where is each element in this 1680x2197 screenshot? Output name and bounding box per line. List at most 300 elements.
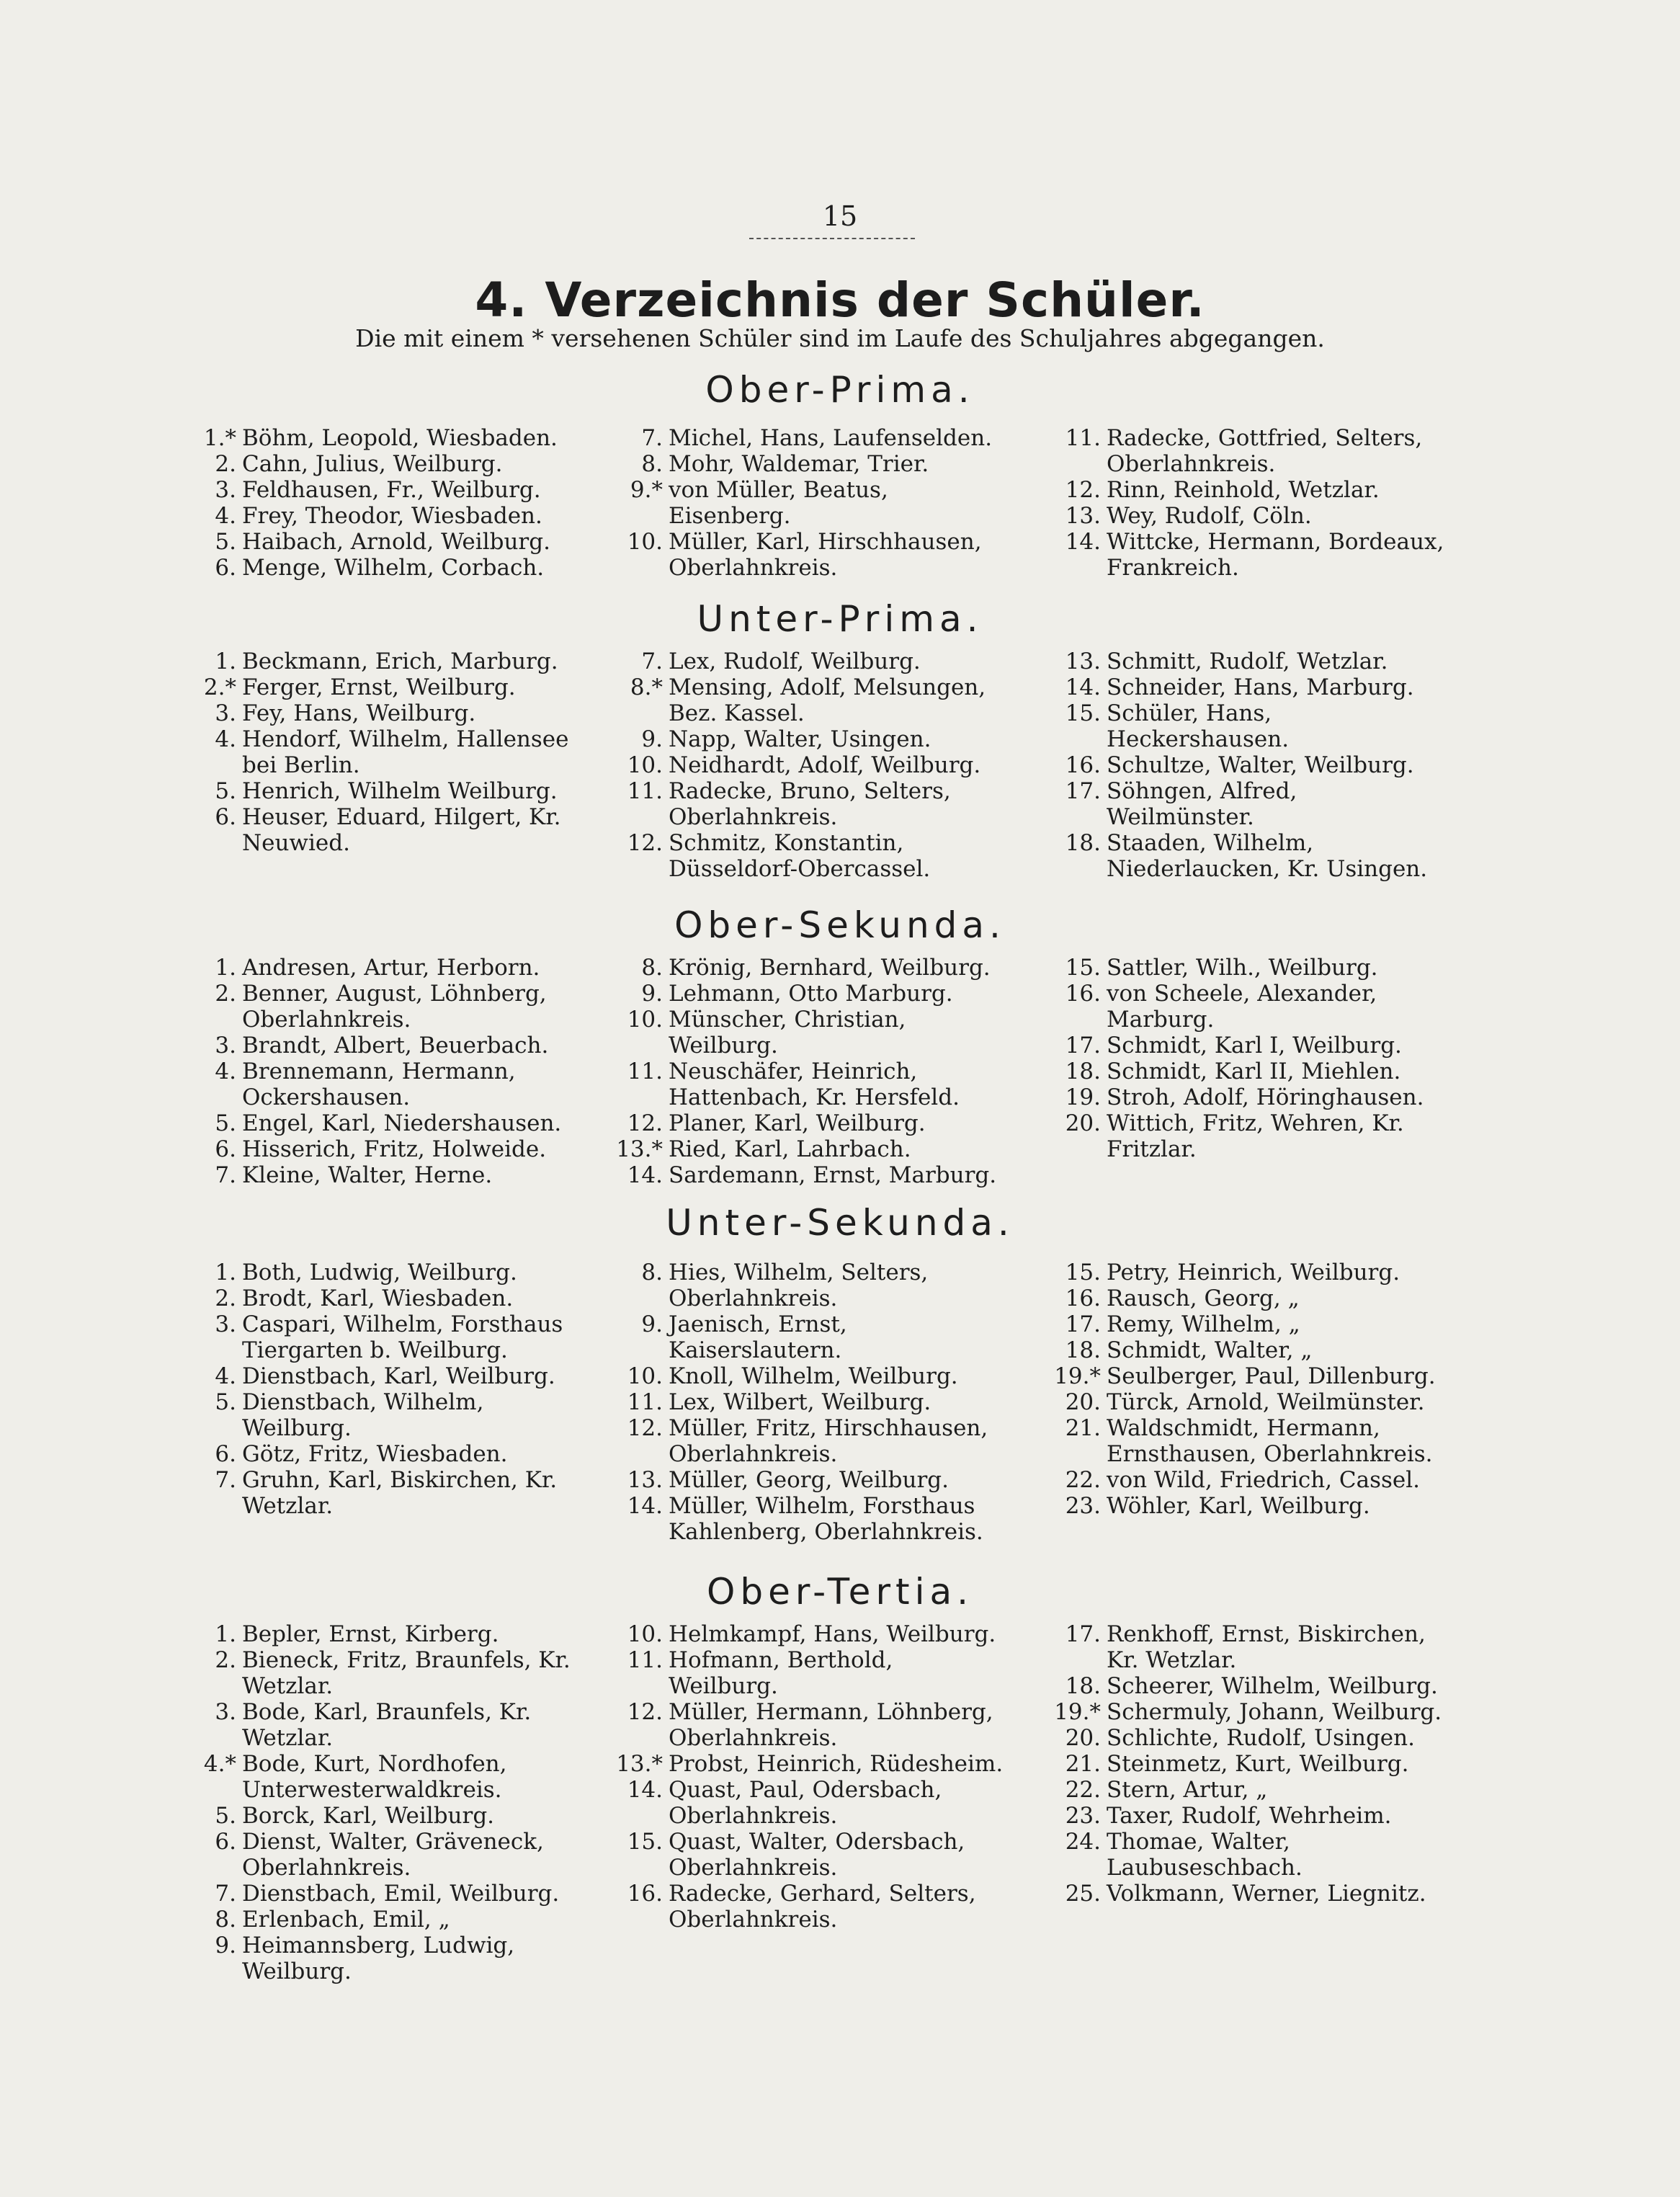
student-number: 16. (1065, 1285, 1101, 1311)
student-number: 18. (1065, 1673, 1101, 1699)
student-name: Benner, August, Löhnberg, Oberlahnkreis. (242, 981, 547, 1033)
student-number: 16. (627, 1881, 663, 1907)
student-name: Münscher, Christian, Weilburg. (669, 1007, 906, 1059)
student-number: 16. (1065, 752, 1101, 778)
student-entry (605, 1260, 1009, 1311)
student-entry (179, 1907, 582, 1933)
student-name: Mohr, Waldemar, Trier. (669, 451, 929, 477)
student-number: 4. (215, 1059, 236, 1084)
student-name: Stroh, Adolf, Höringhausen. (1107, 1084, 1424, 1110)
student-entry (1043, 674, 1447, 700)
student-entry (179, 451, 582, 477)
student-number: 17. (1065, 778, 1101, 804)
student-name: Michel, Hans, Laufenselden. (669, 425, 993, 451)
student-name: Müller, Georg, Weilburg. (669, 1467, 949, 1493)
student-number: 7. (641, 649, 663, 674)
student-number: 1. (215, 1260, 236, 1285)
student-entry (179, 1467, 582, 1519)
student-number: 17. (1065, 1621, 1101, 1647)
student-name: Renkhoff, Ernst, Biskirchen, Kr. Wetzlar. (1107, 1621, 1426, 1673)
student-entry (1043, 1285, 1447, 1311)
student-name: Müller, Karl, Hirschhausen, Oberlahnkreis. (669, 529, 982, 581)
student-number: 17. (1065, 1033, 1101, 1059)
student-number: 10. (627, 1007, 663, 1033)
student-number: 7. (215, 1881, 236, 1907)
student-entry (605, 1493, 1009, 1545)
student-name: Wey, Rudolf, Cöln. (1107, 503, 1312, 529)
student-name: Frey, Theodor, Wiesbaden. (242, 503, 542, 529)
student-entry (1043, 1467, 1447, 1493)
ober-prima-column-3 (1043, 425, 1447, 581)
student-number: 19. (1065, 1084, 1101, 1110)
student-name: Staaden, Wilhelm, Niederlaucken, Kr. Usingen. (1107, 830, 1428, 882)
section-title-unter-sekunda: Unter-Sekunda. (666, 1202, 1014, 1244)
student-name: Bode, Karl, Braunfels, Kr. Wetzlar. (242, 1699, 532, 1751)
student-number: 13. (1065, 503, 1101, 529)
unter-sekunda-column-3 (1043, 1260, 1447, 1519)
student-number: 15. (1065, 700, 1101, 726)
unter-prima-column-3 (1043, 649, 1447, 882)
student-name: Bode, Kurt, Nordhofen, Unterwesterwaldkreis. (242, 1751, 507, 1803)
student-entry (179, 804, 582, 856)
student-number: 14. (1065, 529, 1101, 555)
student-name: Beckmann, Erich, Marburg. (242, 649, 558, 674)
student-entry (1043, 1084, 1447, 1110)
student-number: 7. (215, 1162, 236, 1188)
student-number: 2. (215, 1285, 236, 1311)
student-name: Quast, Paul, Odersbach, Oberlahnkreis. (669, 1777, 942, 1829)
student-number: 6. (215, 804, 236, 830)
student-entry (179, 1699, 582, 1751)
student-entry (179, 1441, 582, 1467)
student-entry (1043, 503, 1447, 529)
student-entry (1043, 700, 1447, 752)
student-name: Hies, Wilhelm, Selters, Oberlahnkreis. (669, 1260, 929, 1311)
page-subtitle: Die mit einem * versehenen Schüler sind im Laufe des Schuljahres abgegangen. (355, 324, 1325, 352)
student-number: 2.* (203, 674, 236, 700)
ober-sekunda-column-2 (605, 955, 1009, 1188)
student-name: Lex, Wilbert, Weilburg. (669, 1389, 931, 1415)
student-number: 5. (215, 778, 236, 804)
student-number: 10. (627, 1363, 663, 1389)
student-number: 9. (641, 1311, 663, 1337)
student-number: 10. (627, 529, 663, 555)
student-entry (605, 1363, 1009, 1389)
section-title-unter-prima: Unter-Prima. (697, 598, 983, 640)
student-name: Dienstbach, Wilhelm, Weilburg. (242, 1389, 484, 1441)
student-number: 3. (215, 1033, 236, 1059)
student-entry (179, 1033, 582, 1059)
student-name: Krönig, Bernhard, Weilburg. (669, 955, 991, 981)
student-number: 3. (215, 477, 236, 503)
unter-sekunda-column-1 (179, 1260, 582, 1519)
student-entry (179, 1803, 582, 1829)
student-name: Schneider, Hans, Marburg. (1107, 674, 1414, 700)
student-name: Götz, Fritz, Wiesbaden. (242, 1441, 508, 1467)
student-entry (179, 1285, 582, 1311)
student-name: von Wild, Friedrich, Cassel. (1107, 1467, 1421, 1493)
student-number: 8. (641, 451, 663, 477)
student-entry (1043, 425, 1447, 477)
student-name: Söhngen, Alfred, Weilmünster. (1107, 778, 1297, 830)
student-entry (605, 1110, 1009, 1136)
student-entry (1043, 1725, 1447, 1751)
student-entry (1043, 649, 1447, 674)
student-name: Türck, Arnold, Weilmünster. (1107, 1389, 1425, 1415)
student-entry (1043, 1033, 1447, 1059)
student-name: Stern, Artur, „ (1107, 1777, 1268, 1803)
student-name: Schüler, Hans, Heckershausen. (1107, 700, 1290, 752)
student-name: von Scheele, Alexander, Marburg. (1107, 981, 1377, 1033)
student-entry (605, 477, 1009, 529)
student-entry (1043, 1777, 1447, 1803)
student-number: 9. (641, 981, 663, 1007)
student-number: 12. (627, 1699, 663, 1725)
student-entry (1043, 1363, 1447, 1389)
student-name: Caspari, Wilhelm, Forsthaus Tiergarten b. Weilburg. (242, 1311, 563, 1363)
student-entry (605, 1699, 1009, 1751)
student-entry (605, 981, 1009, 1007)
student-entry (179, 555, 582, 581)
student-name: Both, Ludwig, Weilburg. (242, 1260, 517, 1285)
student-entry (1043, 1110, 1447, 1162)
student-number: 12. (627, 1110, 663, 1136)
student-entry (179, 1389, 582, 1441)
student-number: 15. (1065, 1260, 1101, 1285)
student-name: Wittich, Fritz, Wehren, Kr. Fritzlar. (1107, 1110, 1404, 1162)
student-entry (1043, 1803, 1447, 1829)
student-name: Lehmann, Otto Marburg. (669, 981, 953, 1007)
student-name: Probst, Heinrich, Rüdesheim. (669, 1751, 1004, 1777)
student-entry (179, 1933, 582, 1984)
student-entry (1043, 778, 1447, 830)
student-name: Wittcke, Hermann, Bordeaux, Frankreich. (1107, 529, 1444, 581)
student-name: Schmidt, Karl I, Weilburg. (1107, 1033, 1402, 1059)
student-number: 20. (1065, 1110, 1101, 1136)
student-number: 13. (627, 1467, 663, 1493)
student-number: 4. (215, 1363, 236, 1389)
student-number: 21. (1065, 1751, 1101, 1777)
student-name: Petry, Heinrich, Weilburg. (1107, 1260, 1400, 1285)
student-name: Wöhler, Karl, Weilburg. (1107, 1493, 1370, 1519)
student-name: Schmidt, Karl II, Miehlen. (1107, 1059, 1401, 1084)
student-entry (1043, 752, 1447, 778)
student-entry (179, 1363, 582, 1389)
student-name: Rinn, Reinhold, Wetzlar. (1107, 477, 1380, 503)
student-name: Steinmetz, Kurt, Weilburg. (1107, 1751, 1409, 1777)
student-name: Jaenisch, Ernst, Kaiserslautern. (669, 1311, 847, 1363)
student-name: Gruhn, Karl, Biskirchen, Kr. Wetzlar. (242, 1467, 558, 1519)
unter-prima-column-2 (605, 649, 1009, 882)
student-number: 17. (1065, 1311, 1101, 1337)
student-number: 19.* (1054, 1363, 1101, 1389)
student-name: Kleine, Walter, Herne. (242, 1162, 493, 1188)
student-name: Müller, Wilhelm, Forsthaus Kahlenberg, Oberlahnkreis. (669, 1493, 983, 1545)
student-number: 7. (215, 1467, 236, 1493)
student-number: 22. (1065, 1467, 1101, 1493)
ober-sekunda-column-3 (1043, 955, 1447, 1162)
student-name: Schermuly, Johann, Weilburg. (1107, 1699, 1442, 1725)
ober-tertia-column-1 (179, 1621, 582, 1984)
ober-prima-column-1 (179, 425, 582, 581)
student-entry (179, 425, 582, 451)
student-entry (1043, 981, 1447, 1033)
ober-prima-column-2 (605, 425, 1009, 581)
student-entry (1043, 1881, 1447, 1907)
student-number: 13.* (616, 1751, 663, 1777)
student-name: Borck, Karl, Weilburg. (242, 1803, 495, 1829)
student-entry (179, 649, 582, 674)
student-entry (605, 1007, 1009, 1059)
student-entry (605, 1059, 1009, 1110)
student-number: 4. (215, 503, 236, 529)
student-entry (1043, 529, 1447, 581)
student-number: 10. (627, 1621, 663, 1647)
student-name: Hisserich, Fritz, Holweide. (242, 1136, 547, 1162)
student-number: 23. (1065, 1803, 1101, 1829)
student-number: 6. (215, 1136, 236, 1162)
student-entry (1043, 1751, 1447, 1777)
student-name: Ried, Karl, Lahrbach. (669, 1136, 911, 1162)
student-entry (179, 700, 582, 726)
student-entry (605, 778, 1009, 830)
student-number: 2. (215, 1647, 236, 1673)
student-entry (605, 1389, 1009, 1415)
student-entry (605, 1467, 1009, 1493)
student-entry (605, 1621, 1009, 1647)
student-name: Schlichte, Rudolf, Usingen. (1107, 1725, 1415, 1751)
student-entry (1043, 955, 1447, 981)
student-number: 14. (627, 1162, 663, 1188)
student-number: 22. (1065, 1777, 1101, 1803)
student-name: Napp, Walter, Usingen. (669, 726, 931, 752)
student-number: 14. (1065, 674, 1101, 700)
student-name: Brennemann, Hermann, Ockershausen. (242, 1059, 516, 1110)
student-name: Müller, Hermann, Löhnberg, Oberlahnkreis. (669, 1699, 993, 1751)
student-entry (179, 1110, 582, 1136)
student-number: 3. (215, 1311, 236, 1337)
ober-sekunda-column-1 (179, 955, 582, 1188)
student-entry (179, 1260, 582, 1285)
student-entry (1043, 1829, 1447, 1881)
student-entry (179, 778, 582, 804)
student-number: 5. (215, 1110, 236, 1136)
student-name: Heuser, Eduard, Hilgert, Kr. Neuwied. (242, 804, 561, 856)
student-number: 3. (215, 1699, 236, 1725)
student-entry (179, 1881, 582, 1907)
ober-tertia-column-3 (1043, 1621, 1447, 1907)
student-entry (1043, 1493, 1447, 1519)
student-entry (179, 1162, 582, 1188)
student-number: 21. (1065, 1415, 1101, 1441)
student-name: Quast, Walter, Odersbach, Oberlahnkreis. (669, 1829, 965, 1881)
student-entry (605, 1647, 1009, 1699)
student-number: 10. (627, 752, 663, 778)
student-entry (1043, 477, 1447, 503)
student-number: 2. (215, 981, 236, 1007)
student-name: Schmidt, Walter, „ (1107, 1337, 1313, 1363)
student-number: 11. (627, 1647, 663, 1673)
student-number: 3. (215, 700, 236, 726)
section-title-ober-sekunda: Ober-Sekunda. (674, 904, 1006, 946)
student-number: 12. (1065, 477, 1101, 503)
student-name: Volkmann, Werner, Liegnitz. (1107, 1881, 1426, 1907)
student-entry (179, 503, 582, 529)
student-entry (179, 674, 582, 700)
student-number: 11. (627, 1059, 663, 1084)
student-number: 19.* (1054, 1699, 1101, 1725)
student-name: Henrich, Wilhelm Weilburg. (242, 778, 558, 804)
student-entry (605, 1136, 1009, 1162)
student-name: Knoll, Wilhelm, Weilburg. (669, 1363, 958, 1389)
student-name: Sattler, Wilh., Weilburg. (1107, 955, 1378, 981)
page-title: 4. Verzeichnis der Schüler. (475, 272, 1205, 328)
student-number: 24. (1065, 1829, 1101, 1855)
student-name: Waldschmidt, Hermann, Ernsthausen, Oberlahnkreis. (1107, 1415, 1433, 1467)
student-entry (605, 1881, 1009, 1933)
student-name: Andresen, Artur, Herborn. (242, 955, 540, 981)
student-number: 25. (1065, 1881, 1101, 1907)
student-entry (179, 726, 582, 778)
student-entry (179, 1751, 582, 1803)
unter-prima-column-1 (179, 649, 582, 856)
student-entry (605, 451, 1009, 477)
student-entry (179, 981, 582, 1033)
student-entry (605, 1751, 1009, 1777)
student-entry (179, 477, 582, 503)
student-name: Taxer, Rudolf, Wehrheim. (1107, 1803, 1392, 1829)
student-number: 12. (627, 1415, 663, 1441)
student-entry (1043, 1337, 1447, 1363)
student-entry (1043, 1699, 1447, 1725)
student-entry (1043, 1673, 1447, 1699)
student-number: 9. (215, 1933, 236, 1958)
student-entry (1043, 1621, 1447, 1673)
student-number: 12. (627, 830, 663, 856)
student-name: Fey, Hans, Weilburg. (242, 700, 476, 726)
student-number: 15. (1065, 955, 1101, 981)
student-number: 11. (627, 1389, 663, 1415)
student-entry (605, 1415, 1009, 1467)
student-number: 1. (215, 649, 236, 674)
student-number: 20. (1065, 1389, 1101, 1415)
student-number: 8.* (630, 674, 663, 700)
student-number: 14. (627, 1777, 663, 1803)
section-title-ober-prima: Ober-Prima. (705, 369, 975, 411)
student-entry (605, 726, 1009, 752)
student-name: Rausch, Georg, „ (1107, 1285, 1300, 1311)
student-name: Scheerer, Wilhelm, Weilburg. (1107, 1673, 1438, 1699)
student-name: Radecke, Gottfried, Selters, Oberlahnkreis. (1107, 425, 1423, 477)
student-number: 18. (1065, 1059, 1101, 1084)
student-entry (179, 1647, 582, 1699)
student-number: 9. (641, 726, 663, 752)
student-name: Böhm, Leopold, Wiesbaden. (242, 425, 558, 451)
student-number: 11. (1065, 425, 1101, 451)
student-number: 6. (215, 1829, 236, 1855)
student-entry (179, 1311, 582, 1363)
student-name: Feldhausen, Fr., Weilburg. (242, 477, 541, 503)
student-number: 7. (641, 425, 663, 451)
student-number: 6. (215, 555, 236, 581)
student-entry (179, 955, 582, 981)
student-name: Dienstbach, Karl, Weilburg. (242, 1363, 555, 1389)
student-name: Haibach, Arnold, Weilburg. (242, 529, 550, 555)
student-name: Heimannsberg, Ludwig, Weilburg. (242, 1933, 515, 1984)
student-name: Lex, Rudolf, Weilburg. (669, 649, 921, 674)
student-entry (179, 529, 582, 555)
ober-tertia-column-2 (605, 1621, 1009, 1933)
student-entry (1043, 1415, 1447, 1467)
student-name: Sardemann, Ernst, Marburg. (669, 1162, 997, 1188)
student-number: 16. (1065, 981, 1101, 1007)
section-title-ober-tertia: Ober-Tertia. (706, 1571, 974, 1613)
student-name: von Müller, Beatus, Eisenberg. (669, 477, 888, 529)
student-name: Planer, Karl, Weilburg. (669, 1110, 926, 1136)
student-entry (1043, 1389, 1447, 1415)
student-entry (605, 529, 1009, 581)
student-number: 8. (641, 955, 663, 981)
student-entry (605, 1311, 1009, 1363)
student-name: Radecke, Gerhard, Selters, Oberlahnkreis. (669, 1881, 976, 1933)
student-number: 15. (627, 1829, 663, 1855)
student-entry (605, 674, 1009, 726)
student-name: Seulberger, Paul, Dillenburg. (1107, 1363, 1436, 1389)
student-name: Dienst, Walter, Gräveneck, Oberlahnkreis. (242, 1829, 544, 1881)
page-number-rule (749, 238, 915, 239)
student-entry (1043, 1260, 1447, 1285)
student-number: 5. (215, 1803, 236, 1829)
student-number: 20. (1065, 1725, 1101, 1751)
student-name: Helmkampf, Hans, Weilburg. (669, 1621, 996, 1647)
student-name: Engel, Karl, Niedershausen. (242, 1110, 562, 1136)
student-entry (605, 425, 1009, 451)
student-name: Cahn, Julius, Weilburg. (242, 451, 503, 477)
student-name: Schmitz, Konstantin, Düsseldorf-Obercassel. (669, 830, 931, 882)
student-name: Remy, Wilhelm, „ (1107, 1311, 1300, 1337)
student-entry (605, 752, 1009, 778)
student-number: 5. (215, 529, 236, 555)
student-number: 8. (215, 1907, 236, 1933)
student-name: Hofmann, Berthold, Weilburg. (669, 1647, 893, 1699)
student-entry (605, 1162, 1009, 1188)
student-name: Brodt, Karl, Wiesbaden. (242, 1285, 514, 1311)
student-name: Erlenbach, Emil, „ (242, 1907, 450, 1933)
student-name: Schmitt, Rudolf, Wetzlar. (1107, 649, 1388, 674)
student-number: 2. (215, 451, 236, 477)
student-name: Radecke, Bruno, Selters, Oberlahnkreis. (669, 778, 951, 830)
student-name: Neidhardt, Adolf, Weilburg. (669, 752, 981, 778)
student-number: 9.* (630, 477, 663, 503)
student-number: 8. (641, 1260, 663, 1285)
student-name: Mensing, Adolf, Melsungen, Bez. Kassel. (669, 674, 986, 726)
student-name: Ferger, Ernst, Weilburg. (242, 674, 516, 700)
student-entry (179, 1829, 582, 1881)
student-number: 4.* (203, 1751, 236, 1777)
student-name: Thomae, Walter, Laubuseschbach. (1107, 1829, 1303, 1881)
student-number: 13.* (616, 1136, 663, 1162)
student-entry (179, 1621, 582, 1647)
student-name: Bieneck, Fritz, Braunfels, Kr. Wetzlar. (242, 1647, 571, 1699)
student-number: 1. (215, 955, 236, 981)
student-entry (179, 1136, 582, 1162)
student-entry (1043, 1059, 1447, 1084)
student-entry (179, 1059, 582, 1110)
student-name: Dienstbach, Emil, Weilburg. (242, 1881, 560, 1907)
student-entry (1043, 830, 1447, 882)
student-number: 1.* (203, 425, 236, 451)
student-number: 11. (627, 778, 663, 804)
